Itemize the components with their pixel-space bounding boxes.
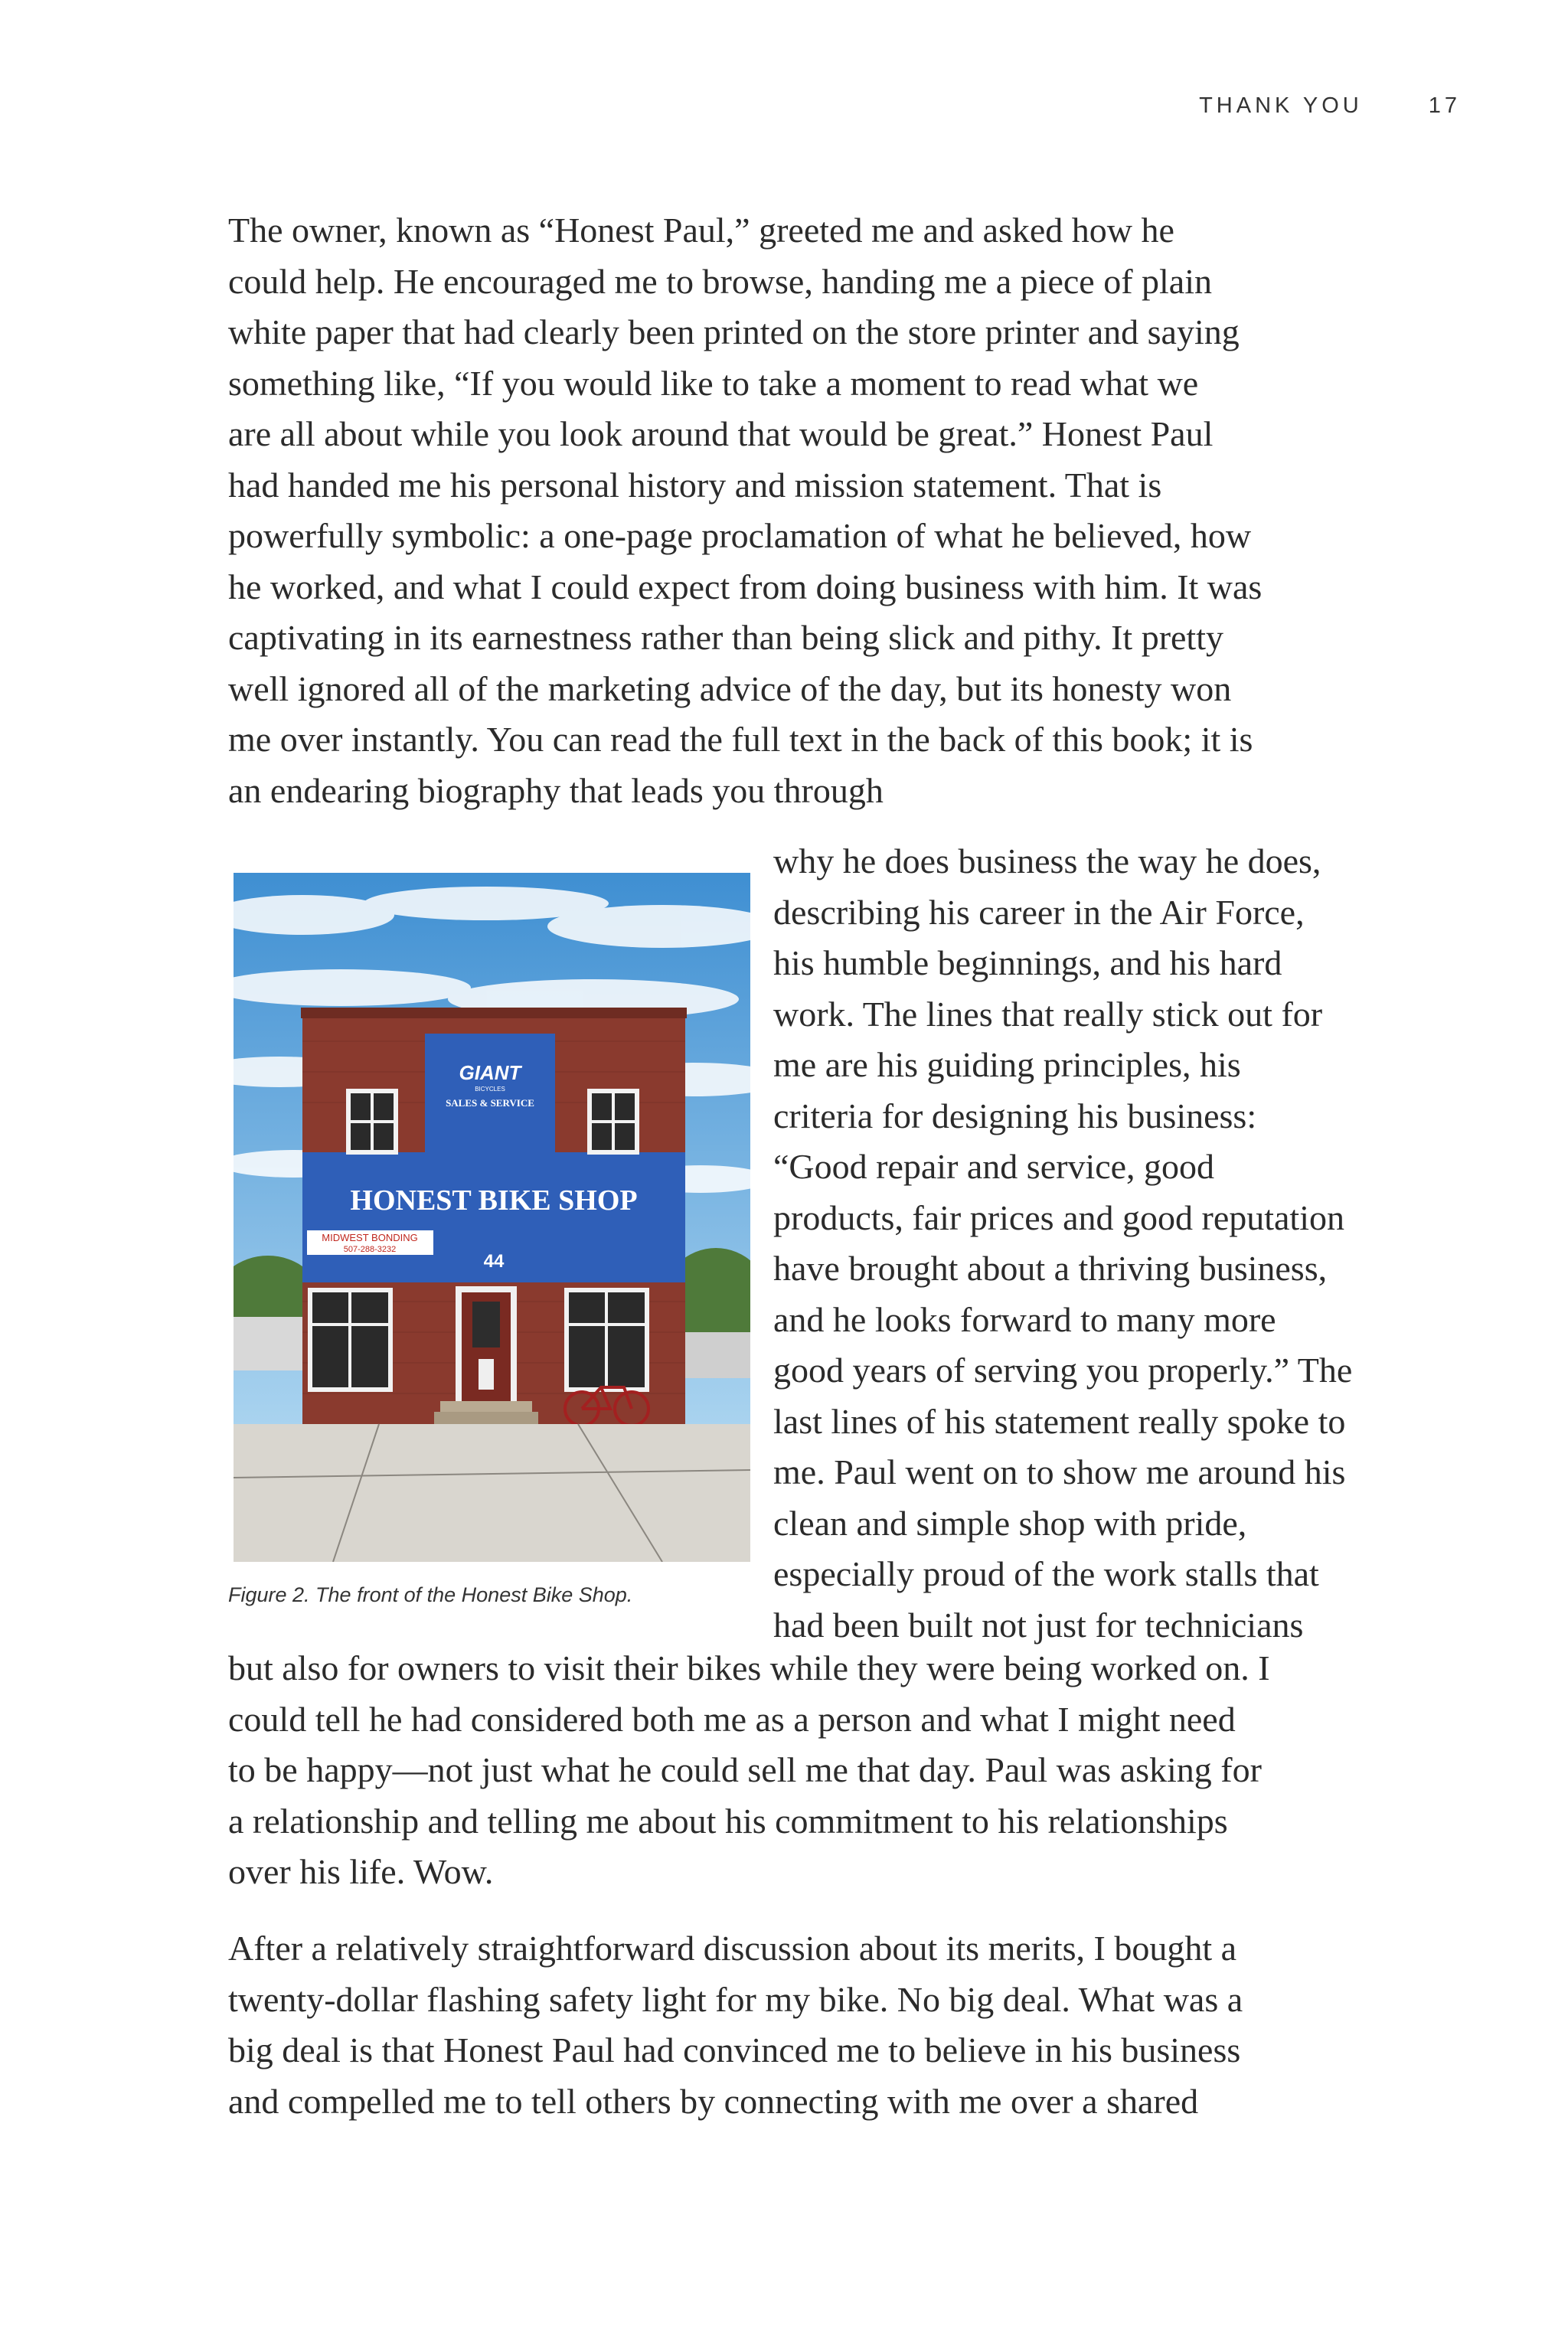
paragraph-1-continuation xyxy=(228,1643,1468,1898)
wrapped-paragraph xyxy=(773,836,1478,1651)
text-line: had been built not just for technicians xyxy=(773,1605,1304,1645)
text-line: had handed me his personal history and mission statement. That is xyxy=(228,465,1162,505)
text-line: and compelled me to tell others by connecting with me over a shared xyxy=(228,2081,1199,2121)
text-line: good years of serving you properly.” The xyxy=(773,1351,1353,1390)
text-line: big deal is that Honest Paul had convinced me to believe in his business xyxy=(228,2030,1241,2069)
running-head xyxy=(1199,93,1461,119)
paragraph-2 xyxy=(228,1923,1468,2127)
text-line: but also for owners to visit their bikes while they were being worked on. I xyxy=(228,1648,1270,1687)
text-line: powerfully symbolic: a one-page proclamation of what he believed, how xyxy=(228,516,1252,555)
text-line: why he does business the way he does, xyxy=(773,841,1321,880)
paragraph-1 xyxy=(228,205,1468,816)
text-line: he worked, and what I could expect from doing business with him. It was xyxy=(228,567,1263,606)
text-line: twenty-dollar flashing safety light for my bike. No big deal. What was a xyxy=(228,1979,1243,2019)
text-line: clean and simple shop with pride, xyxy=(773,1503,1247,1543)
svg-text:44: 44 xyxy=(483,1251,505,1272)
text-line: could help. He encouraged me to browse, handing me a piece of plain xyxy=(228,261,1212,301)
figure-caption: Figure 2. The front of the Honest Bike Shop. xyxy=(228,1583,633,1606)
text-line: have brought about a thriving business, xyxy=(773,1249,1328,1288)
text-line: are all about while you look around that would be great.” Honest Paul xyxy=(228,414,1214,453)
text-line: well ignored all of the marketing advice of the day, but its honesty won xyxy=(228,668,1232,708)
text-line: especially proud of the work stalls that xyxy=(773,1554,1319,1593)
text-line: white paper that had clearly been printed on the store printer and saying xyxy=(228,312,1240,351)
svg-text:MIDWEST BONDING: MIDWEST BONDING xyxy=(322,1232,418,1243)
text-line: work. The lines that really stick out for xyxy=(773,994,1323,1034)
text-line: over his life. Wow. xyxy=(228,1852,494,1891)
running-head-title: THANK YOU xyxy=(1199,93,1363,118)
text-line: an endearing biography that leads you through xyxy=(228,770,884,810)
text-line: a relationship and telling me about his commitment to his relationships xyxy=(228,1801,1228,1841)
svg-text:SALES & SERVICE: SALES & SERVICE xyxy=(446,1097,534,1109)
text-line: last lines of his statement really spoke to xyxy=(773,1401,1346,1441)
text-line: and he looks forward to many more xyxy=(773,1299,1276,1339)
svg-text:BICYCLES: BICYCLES xyxy=(475,1086,505,1093)
page-number: 17 xyxy=(1428,93,1461,118)
svg-text:GIANT: GIANT xyxy=(459,1061,521,1084)
text-line: products, fair prices and good reputation xyxy=(773,1197,1344,1237)
text-line: something like, “If you would like to take a moment to read what we xyxy=(228,363,1199,403)
text-line: criteria for designing his business: xyxy=(773,1096,1257,1135)
text-line: The owner, known as “Honest Paul,” greeted me and asked how he xyxy=(228,211,1174,250)
text-line: to be happy—not just what he could sell me that day. Paul was asking for xyxy=(228,1750,1262,1789)
text-line: After a relatively straightforward discussion about its merits, I bought a xyxy=(228,1929,1237,1968)
text-line: “Good repair and service, good xyxy=(773,1147,1215,1186)
text-line: me are his guiding principles, his xyxy=(773,1045,1241,1084)
text-line: could tell he had considered both me as a person and what I might need xyxy=(228,1699,1236,1739)
text-line: me. Paul went on to show me around his xyxy=(773,1452,1346,1491)
text-line: me over instantly. You can read the full text in the back of this book; it is xyxy=(228,720,1253,759)
svg-text:HONEST BIKE SHOP: HONEST BIKE SHOP xyxy=(350,1184,638,1217)
text-line: his humble beginnings, and his hard xyxy=(773,943,1282,982)
text-line: captivating in its earnestness rather than being slick and pithy. It pretty xyxy=(228,618,1223,657)
text-line: describing his career in the Air Force, xyxy=(773,892,1305,932)
svg-text:507-288-3232: 507-288-3232 xyxy=(343,1245,397,1254)
shop-photo xyxy=(234,873,750,1562)
